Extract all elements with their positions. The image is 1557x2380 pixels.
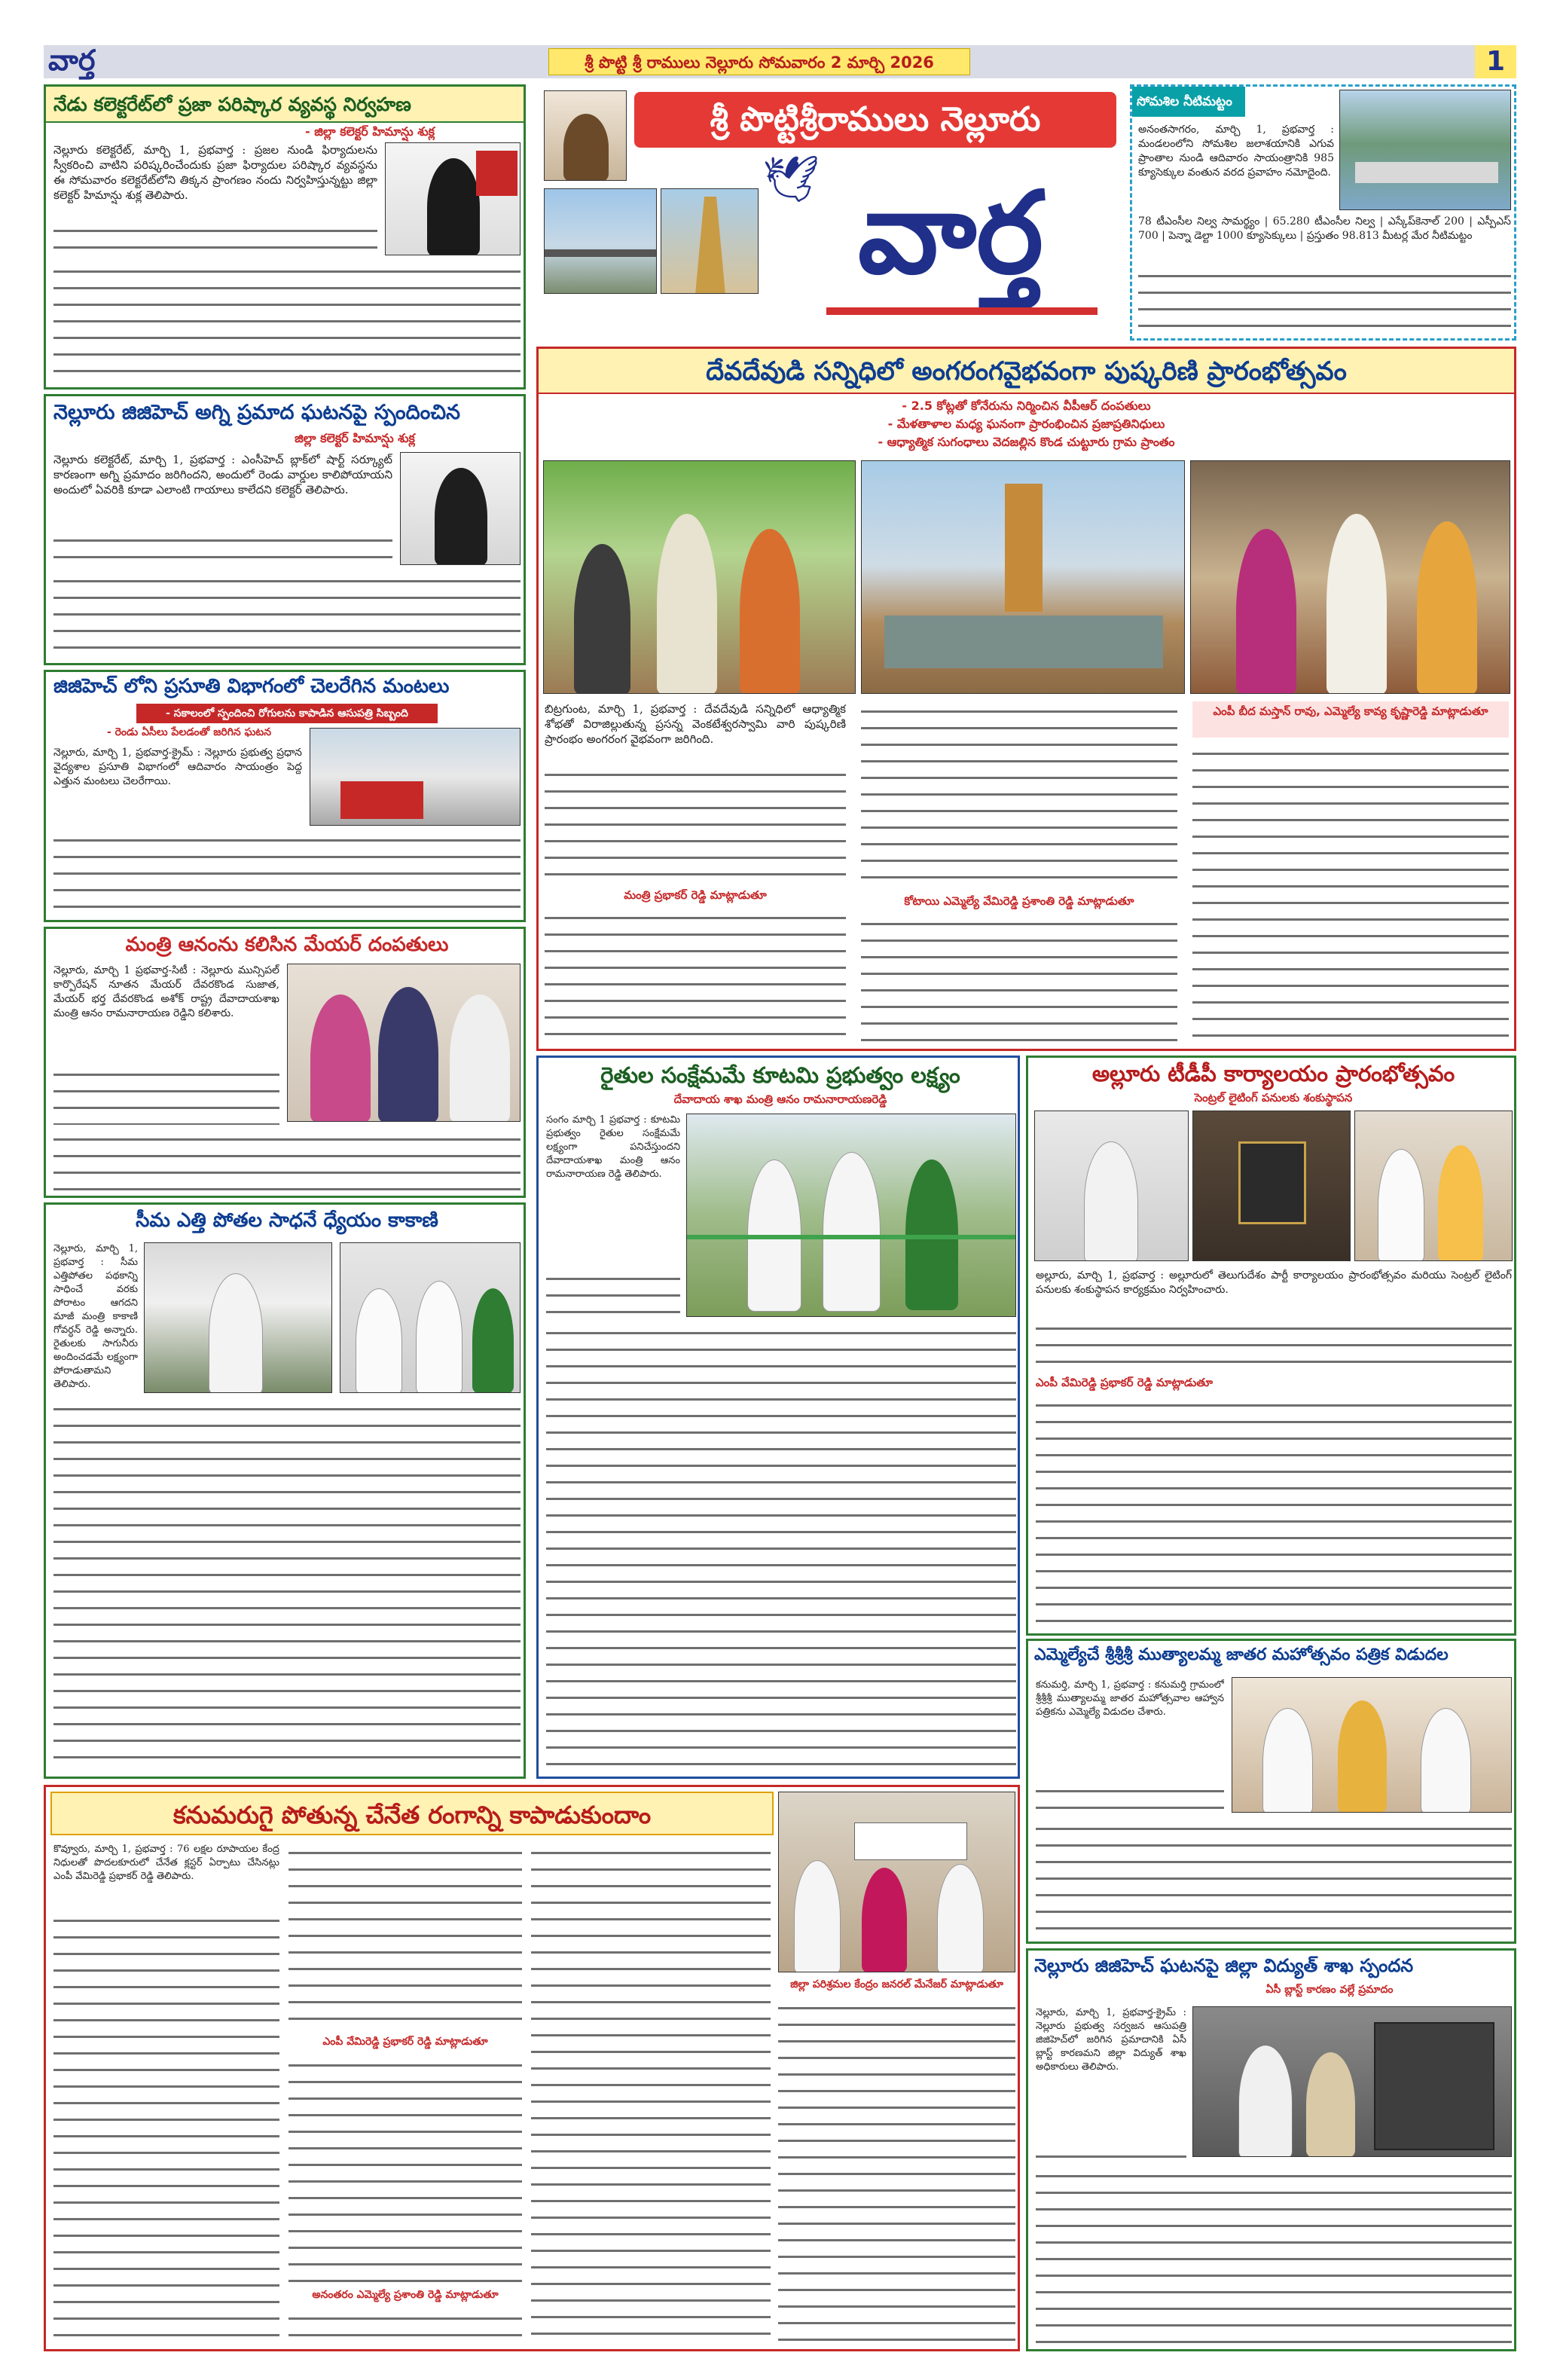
dam-wall <box>1355 162 1498 183</box>
body-text-wide <box>53 571 521 660</box>
sub-gm: జిల్లా పరిశ్రమల కేంద్రం జనరల్ మేనేజర్ మాట్లాడుతూ <box>790 1978 1003 1990</box>
headline: కనుమరుగై పోతున్న చేనేత రంగాన్ని కాపాడుకుందాం <box>172 1801 652 1829</box>
story-farmers <box>536 1056 1020 1779</box>
headline: రైతుల సంక్షేమమే కూటమి ప్రభుత్వం లక్ష్యం <box>600 1062 960 1088</box>
story-somasila <box>1130 84 1516 341</box>
note: - రెండు ఏసీలు పేలడంతో జరిగిన ఘటన <box>106 726 272 738</box>
headline: దేవదేవుడి సన్నిధిలో అంగరంగవైభవంగా పుష్కరిణి ప్రారంభోత్సవం <box>706 356 1347 386</box>
body-text-wide <box>53 261 521 383</box>
power-photo <box>1192 2006 1512 2157</box>
col-text <box>1036 2146 1186 2162</box>
electrical-panel <box>1374 2022 1494 2150</box>
bridge <box>545 249 657 257</box>
col1-text <box>545 765 846 884</box>
person-figure <box>937 1864 984 1972</box>
person-figure <box>740 529 800 694</box>
story-mayor <box>44 927 526 1198</box>
sub-mla: కోటాయి ఎమ్మెల్యే వేమిరెడ్డి ప్రశాంతి రెడ్డి మాట్లాడుతూ <box>904 894 1134 908</box>
col1-text <box>53 1911 279 2345</box>
subhead-box <box>136 704 438 723</box>
pond-water <box>884 616 1163 668</box>
col-text <box>546 1269 680 1318</box>
masthead-small: వార్త <box>48 44 96 77</box>
dam-photo <box>1339 90 1511 210</box>
headline: నెల్లూరు జిజిహెచ్ అగ్ని ప్రమాద ఘటనపై స్పందించిన <box>53 401 460 424</box>
lead: నెల్లూరు కలెక్టరేట్, మార్చి 1, ప్రభవార్త : ఎంసీహెచ్ బ్లాక్‌లో షార్ట్ సర్క్యూట్ కారణంగా అగ్ని ప్రమాదం జరిగిందని, అందులో రెండు వార్డుల కాలిపోయాయని అందులో ఏవరికి కూడా ఎలాంటి గాయాలు కాలేదని కలెక్టర్ తెలిపారు. <box>53 453 392 496</box>
person-figure <box>794 1860 841 1972</box>
lead: సంగం మార్చి 1 ప్రభవార్త : కూటమి ప్రభుత్వం రైతుల సంక్షేమమే లక్ష్యంగా పనిచేస్తుందని దేవాదాయశాఖ మంత్రి ఆనం రామనారాయణ రెడ్డి తెలిపారు. <box>546 1114 680 1180</box>
red-banner <box>476 151 517 196</box>
person-figure <box>1262 1708 1313 1813</box>
headline-tab <box>1132 87 1245 117</box>
person-figure <box>472 1288 514 1393</box>
lead: కనుమర్తి, మార్చి 1, ప్రభవార్త : కనుమర్తి గ్రామంలో శ్రీశ్రీశ్రీ ముత్యాలమ్మ జాతర మహోత్సవాల ఆహ్వాన పత్రికను ఎమ్మెల్యే విడుదల చేశారు. <box>1036 1679 1224 1718</box>
sub-mp: ఎంపీ బీద మస్తాన్ రావు, ఎమ్మెల్యే కావ్య కృష్ణారెడ్డి మాట్లాడుతూ <box>1213 704 1488 718</box>
bridge-photo <box>544 188 657 294</box>
lead: నెల్లూరు, మార్చి 1, ప్రభవార్త-క్రైమ్ : నెల్లూరు ప్రభుత్వ సర్వజన ఆసుపత్రి జిజిహెచ్‌లో జరిగిన ప్రమాదానికి ఏసీ బ్లాస్ట్ కారణమని జిల్లా విద్యుత్ శాఖ అధికారులు తెలిపారు. <box>1036 2007 1186 2073</box>
ribbon-cutting-photo <box>543 460 856 694</box>
sub-mp-box <box>1192 701 1509 738</box>
col2-text-2 <box>289 2055 522 2284</box>
body-text <box>53 221 377 257</box>
person-figure <box>1306 2052 1355 2157</box>
col3-text <box>531 1843 771 2345</box>
byline: దేవాదాయ శాఖ మంత్రి ఆనం రామనారాయణరెడ్డి <box>673 1092 887 1106</box>
byline: ఏసీ బ్లాస్ట్ కారణం వల్లే ప్రమాదం <box>1265 1984 1394 1996</box>
col2-text <box>289 1843 522 2031</box>
body-text <box>53 830 521 917</box>
byline: సెంట్రల్ లైటింగ్ పనులకు శంకుస్థాపన <box>1194 1091 1353 1104</box>
handloom-photo <box>778 1792 1015 1972</box>
plaque-photo <box>1192 1111 1351 1261</box>
cheque-board <box>854 1822 967 1860</box>
office-photo-2 <box>1354 1111 1513 1261</box>
story-seema <box>44 1202 526 1779</box>
headline: సీమ ఎత్తి పోతల సాధనే ధ్యేయం కాకాణి <box>136 1209 438 1232</box>
body-text <box>546 1323 1016 1772</box>
person-figure <box>450 994 510 1122</box>
headline: ఎమ్మెల్యేచే శ్రీశ్రీశ్రీ ముత్యాలమ్మ జాతర మహోత్సవం పత్రిక విడుదల <box>1034 1645 1449 1664</box>
headline-banner <box>50 1792 774 1835</box>
plaque <box>1238 1141 1306 1224</box>
bullet-2: - మేళతాళాల మధ్య ఘనంగా ప్రారంభించిన ప్రజాప్రతినిధులు <box>887 417 1165 431</box>
ribbon <box>687 1235 1016 1239</box>
portrait-figure <box>563 114 609 181</box>
col2-text-3 <box>289 2308 522 2345</box>
person-figure <box>1084 1141 1138 1261</box>
dove-icon: 🕊 <box>762 153 820 206</box>
body-text <box>1138 266 1511 334</box>
body-text <box>1036 1819 1512 1939</box>
body-text <box>1036 1318 1512 1371</box>
story-fire <box>44 394 526 665</box>
story-power <box>1026 1948 1516 2351</box>
body-text <box>53 1065 279 1125</box>
story-handloom <box>44 1785 1020 2351</box>
headline: నెల్లూరు జిజిహెచ్ ఘటనపై జిల్లా విద్యుత్ శాఖ స్పందన <box>1034 1955 1414 1976</box>
person-figure <box>378 987 438 1122</box>
brand-title: వార్త <box>857 168 1044 299</box>
person-figure <box>427 158 480 255</box>
masthead <box>536 84 1122 341</box>
story-tdp-office <box>1026 1056 1516 1636</box>
body-text-2 <box>1036 1395 1512 1629</box>
dateline-box <box>548 48 970 75</box>
stats: 78 టీఎంసీల నిల్వ సామర్థ్యం | 65.280 టీఎంసీల నిల్వ | ఎస్కేప్‌కెనాల్ 200 | ఎస్పీఎస్ 700 | పెన్నా డెల్టా 1000 క్యూసెక్కులు | ప్రస్తుతం 98.813 మీటర్ల మేర నీటిమట్టం <box>1138 215 1511 242</box>
lead: నెల్లూరు కలెక్టరేట్, మార్చి 1, ప్రభవార్త : ప్రజల నుండి ఫిర్యాదులను స్వీకరించి వాటిని పరిష్కరించేందుకు ప్రజా ఫిర్యాదుల పరిష్కార వ్యవస్థను ఈ సోమవారం కలెక్టరేట్‌లోని తిక్కన ప్రాంగణం నందు నిర్వహిస్తున్నట్టు జిల్లా కలెక్టర్ హిమాన్షు శుక్ల తెలిపారు. <box>53 143 377 202</box>
page-number-box <box>1475 45 1516 78</box>
byline: జిల్లా కలెక్టర్ హిమాన్షు శుక్ల <box>295 431 415 445</box>
person-figure <box>209 1273 263 1393</box>
brand-underline <box>826 307 1098 315</box>
jatara-photo <box>1232 1677 1512 1813</box>
dateline: శ్రీ పొట్టి శ్రీ రాములు నెల్లూరు సోమవారం 2 మార్చి 2026 <box>585 53 934 72</box>
person-figure <box>1236 529 1296 694</box>
ceremony-photo <box>1190 460 1510 694</box>
office-photo-1 <box>1034 1111 1189 1261</box>
temple-photo <box>661 188 759 294</box>
headline: మంత్రి ఆనంను కలిసిన మేయర్ దంపతులు <box>125 933 449 956</box>
col2-text-2 <box>861 914 1177 1043</box>
lead: అనంతసాగరం, మార్చి 1, ప్రభవార్త : మండలంలోని సోమశిల జలాశయానికి ఎగువ ప్రాంతాల నుండి ఆదివారం సాయంత్రానికి 985 క్యూసెక్కుల వంతున వరద ప్రవాహం నమోదైంది. <box>1138 124 1334 179</box>
sub-mla: అనంతరం ఎమ్మెల్యే ప్రశాంతి రెడ్డి మాట్లాడుతూ <box>312 2289 499 2301</box>
hospital-photo <box>310 728 521 826</box>
edition-banner <box>634 92 1116 148</box>
headline: జిజిహెచ్ లోని ప్రసూతి విభాగంలో చెలరేగిన మంటలు <box>53 675 450 698</box>
pond-photo <box>861 460 1185 694</box>
fire-engine <box>340 781 423 819</box>
story-collector <box>44 84 526 390</box>
person-figure <box>416 1281 463 1393</box>
collector-photo <box>385 142 521 255</box>
col4-text <box>778 1998 1015 2345</box>
person-figure <box>1238 2045 1293 2157</box>
page-number: 1 <box>1485 46 1506 77</box>
person-figure <box>1338 1700 1387 1813</box>
story-jatara <box>1026 1639 1516 1944</box>
person-figure <box>574 544 630 694</box>
lead: కొవ్వూరు, మార్చి 1, ప్రభవార్త : 76 లక్షల రూపాయల కేంద్ర నిధులతో పొదలకూరులో చేనేత క్లస్టర్ ఏర్పాటు చేసినట్లు ఎంపీ వేమిరెడ్డి ప్రభాకర్ రెడ్డి తెలిపారు. <box>53 1844 279 1882</box>
ribbon-photo <box>686 1114 1016 1317</box>
col1-text-2 <box>545 908 846 1043</box>
person-figure <box>1421 1708 1471 1813</box>
lead: అల్లూరు, మార్చి 1, ప్రభవార్త : అల్లూరులో తెలుగుదేశం పార్టీ కార్యాలయం ప్రారంభోత్సవం మరియు సెంట్రల్ లైటింగ్ పనులకు శంకుస్థాపన కార్యక్రమం నిర్వహించారు. <box>1036 1269 1512 1296</box>
top-bar <box>44 45 1516 78</box>
person-figure <box>1417 521 1477 694</box>
person-figure <box>1378 1149 1424 1261</box>
meeting-photo-2 <box>340 1242 521 1393</box>
lead: నెల్లూరు, మార్చి 1, ప్రభవార్త-క్రైమ్ : నెల్లూరు ప్రభుత్వ ప్రధాన వైద్యశాల ప్రసూతి విభాగంలో ఆదివారం సాయంత్రం పెద్ద ఎత్తున మంటలు చెలరేగాయి. <box>53 747 302 787</box>
temple-gopuram <box>695 197 725 294</box>
person-figure <box>1327 514 1387 694</box>
lead: నెల్లూరు, మార్చి 1 ప్రభవార్త-సిటీ : నెల్లూరు మున్సిపల్ కార్పొరేషన్ నూతన మేయర్ దేవరకొండ సుజాత, మేయర్ భర్త దేవరకొండ అశోక్ రాష్ట్ర దేవాదాయశాఖ మంత్రి ఆనం రామనారాయణ రెడ్డిని కలిశారు. <box>53 964 279 1019</box>
person-figure <box>823 1152 881 1312</box>
person-figure <box>862 1868 907 1972</box>
person-figure <box>1438 1145 1483 1261</box>
mayor-photo <box>287 964 521 1122</box>
headline: నేడు కలెక్టరేట్‌లో ప్రజా పరిష్కార వ్యవస్థ నిర్వహణ <box>53 93 411 115</box>
headline-banner <box>539 349 1514 394</box>
bullet-3: - ఆధ్యాత్మిక సుగంధాలు వెదజల్లిన కొండ చుట్టూరు గ్రామ ప్రాంతం <box>878 435 1175 449</box>
sub-mp: ఎంపీ వేమిరెడ్డి ప్రభాకర్ రెడ్డి మాట్లాడుతూ <box>1036 1376 1213 1389</box>
headline-banner <box>46 87 524 123</box>
body-text <box>53 530 392 568</box>
body-text-wide <box>53 1129 521 1193</box>
headline: సోమశిల నీటిమట్టం <box>1137 94 1232 109</box>
col2-text <box>861 701 1177 890</box>
body-text <box>53 1399 521 1772</box>
edition-name: శ్రీ పొట్టిశ్రీరాములు నెల్లూరు <box>710 100 1041 139</box>
byline: - జిల్లా కలెక్టర్ హిమాన్షు శుక్ల <box>305 124 435 139</box>
body-text <box>1036 2166 1512 2345</box>
person-figure <box>435 468 487 565</box>
meeting-photo-1 <box>144 1242 332 1393</box>
sub-mp: ఎంపీ వేమిరెడ్డి ప్రభాకర్ రెడ్డి మాట్లాడుతూ <box>322 2036 488 2048</box>
story-pushkarini <box>536 347 1516 1051</box>
lead: నెల్లూరు, మార్చి 1, ప్రభవార్త : సీమ ఎత్తిపోతల పథకాన్ని సాధించే వరకు పోరాటం ఆగదని మాజీ మంత్రి కాకాణి గోవర్ధన్ రెడ్డి అన్నారు. రైతులకు సాగునీరు అందించడమే లక్ష్యంగా పోరాడుతామని తెలిపారు. <box>53 1243 138 1390</box>
lead: బిట్రగుంట, మార్చి 1, ప్రభవార్త : దేవదేవుడి సన్నిధిలో ఆధ్యాత్మిక శోభతో విరాజిల్లుతున్న ప్రసన్న వెంకటేశ్వరస్వామి వారి పుష్కరిణి ప్రారంభం అంగరంగ వైభవంగా జరిగింది. <box>545 702 846 746</box>
person-figure <box>310 994 371 1122</box>
bullet-1: - 2.5 కోట్లతో కోనేరును నిర్మించిన వీపీఆర్ దంపతులు <box>902 399 1151 413</box>
person-figure <box>356 1288 402 1393</box>
person-figure <box>657 514 717 694</box>
potti-sriramulu-portrait <box>544 90 627 181</box>
col-text <box>1036 1781 1224 1814</box>
subhead: - సకాలంలో స్పందించి రోగులను కాపాడిన ఆసుపత్రి సిబ్బంది <box>166 707 408 719</box>
story-ggh-fire <box>44 670 526 922</box>
sub-minister: మంత్రి ప్రభాకర్ రెడ్డి మాట్లాడుతూ <box>624 888 767 902</box>
headline: అల్లూరు టీడీపీ కార్యాలయం ప్రారంభోత్సవం <box>1091 1061 1455 1086</box>
collector-photo <box>400 452 521 565</box>
col3-text <box>1192 744 1509 1043</box>
temple-structure <box>1005 484 1043 612</box>
byline-box <box>1224 1984 1435 2002</box>
